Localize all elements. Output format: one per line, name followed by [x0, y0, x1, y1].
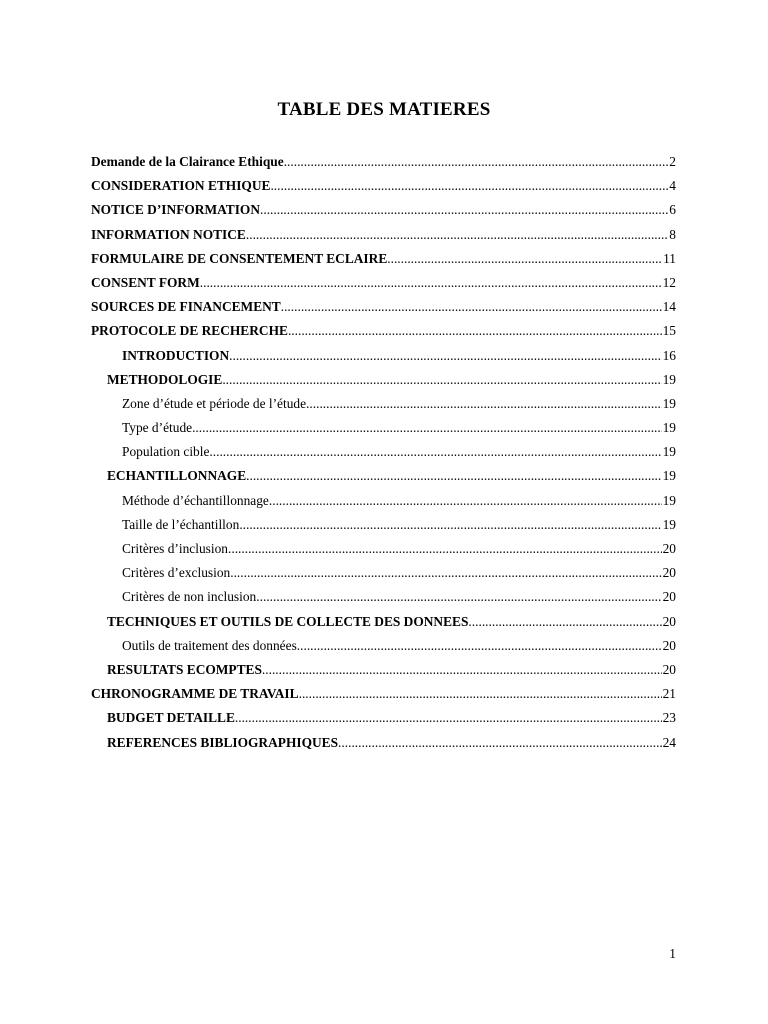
toc-leader-dots: [229, 344, 661, 368]
toc-entry[interactable]: [91, 561, 676, 585]
toc-entry[interactable]: [91, 658, 676, 682]
toc-leader-dots: [246, 464, 661, 488]
toc-leader-dots: [269, 489, 662, 513]
toc-entry[interactable]: [91, 440, 676, 464]
toc-entry[interactable]: [91, 344, 676, 368]
toc-leader-dots: [297, 634, 662, 658]
toc-entry-label: Critères d’exclusion: [122, 565, 231, 581]
toc-entry-label: TECHNIQUES ET OUTILS DE COLLECTE DES DONNEES: [107, 613, 469, 629]
toc-entry[interactable]: [91, 682, 676, 706]
toc-entry-page-number: 19: [662, 444, 676, 460]
toc-entry-label: Zone d’étude et période de l’étude: [122, 395, 307, 411]
toc-leader-dots: [192, 416, 662, 440]
toc-leader-dots: [288, 319, 662, 343]
toc-leader-dots: [235, 706, 662, 730]
toc-entry-label: Taille de l’échantillon: [122, 516, 240, 532]
toc-entry[interactable]: [91, 319, 676, 343]
toc-entry-page-number: 20: [662, 661, 676, 677]
toc-entry-page-number: 2: [669, 154, 676, 169]
toc-entry-page-number: 19: [662, 492, 676, 508]
toc-entry[interactable]: [91, 295, 676, 319]
toc-entry-page-number: 19: [662, 516, 676, 532]
page-title: TABLE DES MATIERES: [277, 99, 491, 120]
toc-leader-dots: [284, 150, 669, 174]
toc-entry[interactable]: [91, 706, 676, 730]
toc-entry-label: NOTICE D’INFORMATION: [91, 202, 260, 218]
toc-entry-label: METHODOLOGIE: [107, 371, 223, 387]
toc-leader-dots: [209, 440, 661, 464]
toc-entry-page-number: 21: [662, 686, 676, 702]
toc-entry-page-number: 20: [662, 589, 676, 605]
toc-entry-label: Outils de traitement des données: [122, 637, 297, 653]
toc-entry[interactable]: [91, 731, 676, 755]
toc-entry-label: CONSIDERATION ETHIQUE: [91, 178, 271, 194]
toc-entry[interactable]: [91, 513, 676, 537]
toc-entry[interactable]: [91, 464, 676, 488]
toc-leader-dots: [387, 247, 662, 271]
toc-entry-page-number: 16: [662, 347, 676, 363]
toc-entry-page-number: 20: [662, 541, 676, 556]
toc-entry-page-number: 12: [662, 274, 676, 290]
toc-entry[interactable]: [91, 392, 676, 416]
toc-leader-dots: [260, 198, 668, 222]
toc-entry[interactable]: [91, 537, 676, 561]
toc-entry[interactable]: [91, 174, 676, 198]
toc-leader-dots: [246, 223, 668, 247]
toc-entry[interactable]: [91, 150, 676, 174]
toc-entry-page-number: 23: [662, 710, 676, 726]
toc-entry-page-number: 20: [662, 565, 676, 581]
toc-entry-page-number: 11: [663, 250, 676, 266]
toc-leader-dots: [281, 295, 662, 319]
toc-entry-page-number: 19: [662, 420, 676, 436]
toc-entry[interactable]: [91, 416, 676, 440]
toc-entry-page-number: 4: [669, 178, 676, 194]
toc-leader-dots: [230, 561, 661, 585]
toc-leader-dots: [239, 513, 661, 537]
toc-entry-label: CONSENT FORM: [91, 274, 200, 290]
toc-entry[interactable]: [91, 368, 676, 392]
toc-entry[interactable]: [91, 223, 676, 247]
toc-entry-page-number: 19: [662, 371, 676, 387]
toc-entry-label: Critères d’inclusion: [122, 541, 228, 556]
toc-entry-label: ECHANTILLONNAGE: [107, 468, 247, 484]
toc-entry-label: Type d’étude: [122, 420, 193, 436]
toc-leader-dots: [262, 658, 662, 682]
toc-leader-dots: [299, 682, 662, 706]
toc-entry-label: BUDGET DETAILLE: [107, 710, 235, 726]
toc-entry-label: CHRONOGRAMME DE TRAVAIL: [91, 686, 299, 702]
toc-entry-label: Population cible: [122, 444, 210, 460]
toc-entry-page-number: 6: [669, 202, 676, 218]
toc-entry-page-number: 19: [662, 468, 676, 484]
toc-entry-label: PROTOCOLE DE RECHERCHE: [91, 323, 288, 339]
toc-leader-dots: [222, 368, 661, 392]
toc-entry[interactable]: [91, 610, 676, 634]
toc-leader-dots: [468, 610, 661, 634]
toc-leader-dots: [228, 537, 662, 561]
toc-entry-label: INFORMATION NOTICE: [91, 226, 246, 242]
toc-entry[interactable]: [91, 247, 676, 271]
toc-entry-page-number: 19: [662, 395, 676, 411]
toc-entry-label: Méthode d’échantillonnage: [122, 492, 269, 508]
toc-entry[interactable]: [91, 585, 676, 609]
toc-entry-page-number: 24: [662, 734, 676, 750]
toc-leader-dots: [338, 731, 662, 755]
toc-entry-page-number: 8: [669, 226, 676, 242]
footer-page-number: 1: [669, 946, 676, 961]
toc-leader-dots: [306, 392, 662, 416]
toc-entry-page-number: 14: [662, 299, 676, 315]
toc-entry-label: Critères de non inclusion: [122, 589, 257, 605]
toc-entry-label: INTRODUCTION: [122, 347, 230, 363]
toc-entry-label: SOURCES DE FINANCEMENT: [91, 299, 281, 315]
toc-leader-dots: [256, 585, 661, 609]
toc-entry[interactable]: [91, 198, 676, 222]
table-of-contents: [91, 150, 676, 755]
toc-leader-dots: [270, 174, 668, 198]
toc-entry[interactable]: [91, 634, 676, 658]
toc-entry-label: RESULTATS ECOMPTES: [107, 661, 262, 677]
toc-entry-label: Demande de la Clairance Ethique: [91, 154, 284, 169]
toc-entry-page-number: 20: [662, 613, 676, 629]
toc-entry-page-number: 20: [662, 637, 676, 653]
toc-entry-page-number: 15: [662, 323, 676, 339]
toc-entry-label: REFERENCES BIBLIOGRAPHIQUES: [107, 734, 339, 750]
toc-entry-label: FORMULAIRE DE CONSENTEMENT ECLAIRE: [91, 250, 388, 266]
toc-leader-dots: [200, 271, 662, 295]
toc-entry[interactable]: [91, 489, 676, 513]
toc-entry[interactable]: [91, 271, 676, 295]
